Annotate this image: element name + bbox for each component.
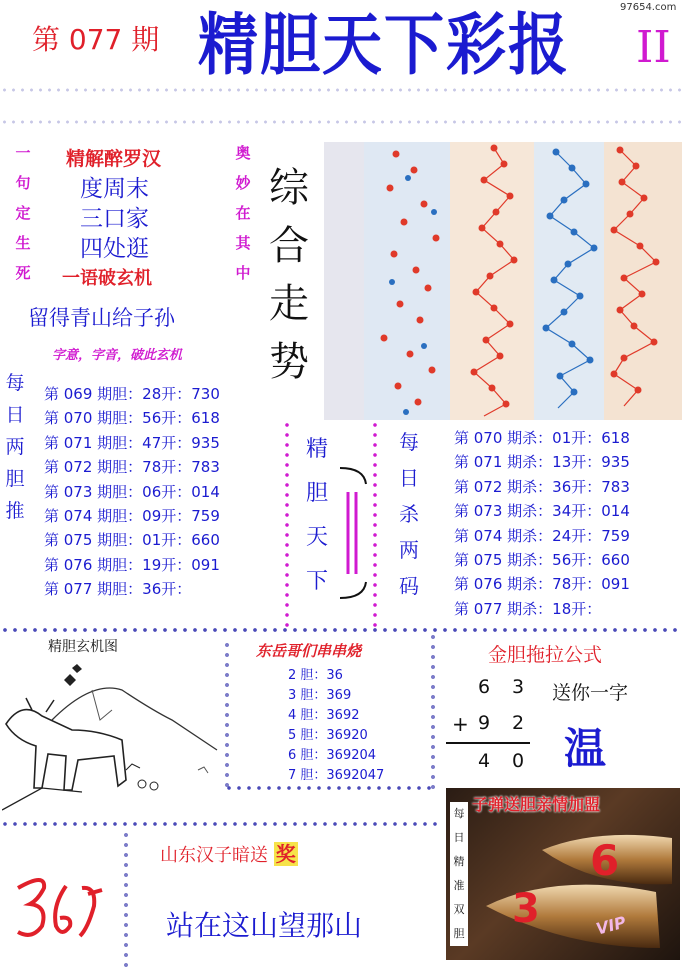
trend-label-char: 势 [269, 339, 309, 385]
sender-text: 山东汉子暗送 [160, 845, 268, 866]
riddle-right-char: 中 [235, 264, 251, 282]
list-item: 第 069 期胆：28开：730 [44, 385, 220, 403]
bracket-decoration [332, 464, 372, 604]
xuanji-illustration [2, 660, 222, 820]
formula-plus: + [452, 712, 469, 736]
page-title [198, 2, 570, 89]
list-item: 2 胆：36 [288, 668, 343, 683]
formula-mid-1: 9 [478, 712, 491, 734]
riddle-right-char: 奥 [235, 144, 251, 162]
list-item: 第 075 期胆：01开：660 [44, 531, 220, 550]
formula-top-2: 3 [512, 676, 525, 698]
list-item: 3 胆：369 [288, 688, 352, 703]
daily-dan-label [4, 368, 26, 528]
chuanchuan-list [288, 664, 384, 784]
issue-number: 第 077 期 [32, 23, 160, 56]
prize-badge: 奖 [275, 842, 296, 866]
xuanji-title: 精胆玄机图 [48, 639, 118, 655]
trend-label-char: 走 [269, 281, 309, 327]
daily-kill-label [396, 426, 422, 606]
riddle-hint: 字意，字音，破此玄机 [52, 348, 183, 363]
sender-line [160, 838, 298, 867]
riddle-right-char: 其 [235, 234, 251, 252]
list-item: 第 076 期杀：78开：091 [454, 575, 630, 594]
trend-label [264, 156, 314, 388]
daily-kill-label-char: 日 [399, 466, 419, 490]
bullet-vertical-char: 双 [453, 903, 465, 916]
riddle-line-1: 度周末 [80, 176, 149, 202]
list-item: 第 075 期杀：56开：660 [454, 550, 630, 569]
daily-dan-label-char: 胆 [5, 468, 25, 490]
daily-dan-label-char: 日 [5, 404, 25, 426]
trend-chart-image [324, 142, 682, 420]
separator-dots-vertical-4 [123, 830, 129, 970]
list-item: 第 071 期胆：47开：935 [44, 433, 220, 452]
trend-label-char: 合 [269, 223, 309, 269]
separator-dots-vertical-3 [430, 632, 436, 792]
daily-dan-label-char: 每 [5, 372, 25, 394]
list-item: 第 072 期杀：36开：783 [454, 477, 630, 496]
daily-dan-list [44, 382, 220, 602]
formula-divider [446, 742, 530, 744]
riddle-left-char: 定 [15, 204, 31, 222]
center-vertical-char: 胆 [305, 481, 328, 506]
riddle-left-char: 一 [15, 144, 31, 162]
center-vertical-char: 天 [305, 525, 328, 550]
separator-dots-lower [0, 822, 440, 826]
handwriting-drawing [8, 866, 118, 956]
riddle-line-2: 三口家 [80, 206, 149, 232]
title-roman-numeral: II [636, 22, 671, 73]
bullet-number-1: 6 [590, 836, 620, 885]
list-item: 4 胆：3692 [288, 708, 360, 723]
list-item: 第 076 期胆：19开：091 [44, 555, 220, 574]
list-item: 第 071 期杀：13开：935 [454, 453, 630, 472]
separator-dots-mid [0, 120, 682, 124]
riddle-left-char: 死 [15, 264, 31, 282]
formula-title: 金胆拖拉公式 [488, 644, 603, 666]
riddle-poem: 留得青山给子孙 [28, 306, 175, 330]
gift-char: 温 [564, 724, 607, 773]
separator-dots-mid2 [224, 786, 434, 790]
list-item: 第 070 期杀：01开：618 [454, 429, 630, 447]
daily-dan-label-char: 两 [5, 436, 25, 458]
list-item: 第 073 期胆：06开：014 [44, 482, 220, 501]
handwritten-numbers [8, 866, 118, 960]
daily-kill-list [454, 426, 630, 621]
bullet-title: 子弹送胆亲情加盟 [472, 795, 601, 814]
list-item: 第 073 期杀：34开：014 [454, 502, 630, 521]
bullet-vertical-char: 日 [453, 831, 465, 844]
bullet-shapes [446, 788, 680, 960]
daily-kill-label-char: 每 [399, 430, 419, 454]
riddle-line-3: 四处逛 [80, 236, 149, 262]
list-item: 第 074 期胆：09开：759 [44, 506, 220, 525]
gift-label: 送你一字 [552, 682, 629, 704]
separator-dots-vertical-5 [224, 640, 230, 790]
daily-kill-label-char: 两 [399, 538, 419, 562]
center-vertical-char: 下 [305, 569, 328, 594]
riddle-left-vertical [10, 142, 36, 292]
list-item: 7 胆：3692047 [288, 768, 385, 783]
center-vertical-char: 精 [305, 437, 328, 462]
formula-result-1: 4 [478, 750, 491, 772]
motto: 站在这山望那山 [166, 909, 363, 942]
list-item: 第 070 期胆：56开：618 [44, 409, 220, 428]
list-item: 5 胆：36920 [288, 728, 368, 743]
formula-mid-2: 2 [512, 712, 525, 734]
riddle-left-char: 句 [15, 174, 31, 192]
riddle-left-char: 生 [15, 234, 31, 252]
separator-dots-section [0, 628, 682, 632]
bullet-vertical-char: 胆 [453, 927, 465, 940]
site-watermark: 97654.com [620, 2, 677, 13]
list-item: 6 胆：369204 [288, 748, 377, 763]
separator-dots-vertical-2 [372, 420, 378, 628]
formula-result-2: 0 [512, 750, 525, 772]
riddle-heading: 精解醉罗汉 [66, 148, 162, 170]
daily-kill-label-char: 码 [399, 574, 419, 598]
bullet-number-2: 3 [512, 886, 540, 932]
riddle-right-char: 在 [235, 204, 251, 222]
chuanchuan-title: 东岳哥们串串烧 [256, 642, 362, 660]
daily-kill-label-char: 杀 [399, 502, 419, 526]
trend-label-char: 综 [269, 165, 309, 211]
riddle-right-vertical [230, 142, 256, 292]
list-item: 第 074 期杀：24开：759 [454, 526, 630, 545]
formula-top-1: 6 [478, 676, 491, 698]
list-item: 第 077 期杀：18开： [454, 599, 602, 618]
vip-logo: VIP [594, 912, 629, 939]
bullet-vertical-char: 每 [453, 807, 465, 820]
riddle-right-char: 妙 [235, 174, 251, 192]
daily-dan-label-char: 推 [5, 500, 25, 522]
page-title-text: 精胆天下彩报 [198, 6, 570, 85]
separator-dots-vertical-1 [284, 420, 290, 628]
center-vertical-text [300, 432, 334, 608]
bullet-vertical-char: 精 [453, 855, 465, 868]
list-item: 第 072 期胆：78开：783 [44, 458, 220, 477]
riddle-sub: 一语破玄机 [62, 268, 152, 289]
list-item: 第 077 期胆：36开： [44, 580, 192, 599]
bullet-vertical-char: 准 [453, 879, 465, 892]
bullet-image [446, 788, 680, 960]
